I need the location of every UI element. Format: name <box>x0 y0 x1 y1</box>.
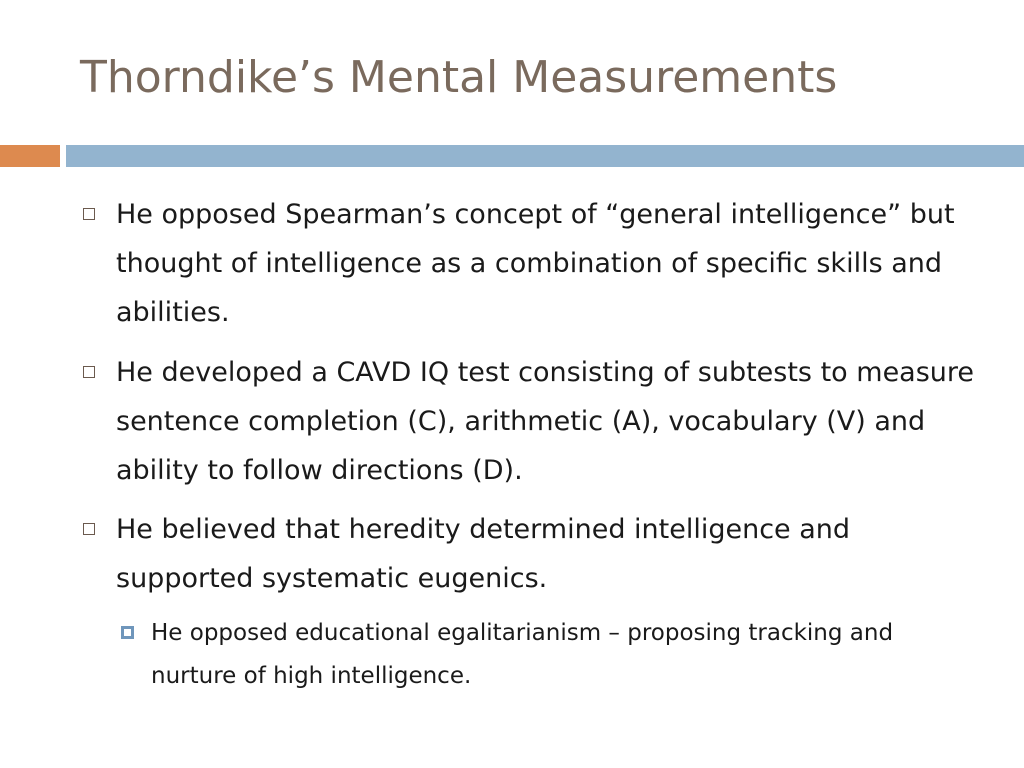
sub-bullet-item <box>151 612 971 698</box>
bullet-item <box>116 505 976 603</box>
bullet-text: He believed that heredity determined intelligence and supported systematic eugenics. <box>116 514 851 594</box>
square-bullet-icon <box>83 523 95 535</box>
bullet-text: He developed a CAVD IQ test consisting of subtests to measure sentence completion (C), arithmetic (A), vocabulary (V) and ability to follow directions (D). <box>116 357 975 486</box>
accent-bar-orange <box>0 145 60 167</box>
sub-bullet-text: He opposed educational egalitarianism – proposing tracking and nurture of high intelligence. <box>151 620 894 689</box>
square-bullet-icon <box>83 208 95 220</box>
filled-square-bullet-icon <box>121 626 134 639</box>
slide-title: Thorndike’s Mental Measurements <box>80 52 838 103</box>
bullet-item <box>116 190 976 337</box>
accent-bar-blue <box>66 145 1024 167</box>
bullet-item <box>116 348 976 495</box>
bullet-text: He opposed Spearman’s concept of “general intelligence” but thought of intelligence as a combination of specific skills and abilities. <box>116 199 955 328</box>
square-bullet-icon <box>83 366 95 378</box>
